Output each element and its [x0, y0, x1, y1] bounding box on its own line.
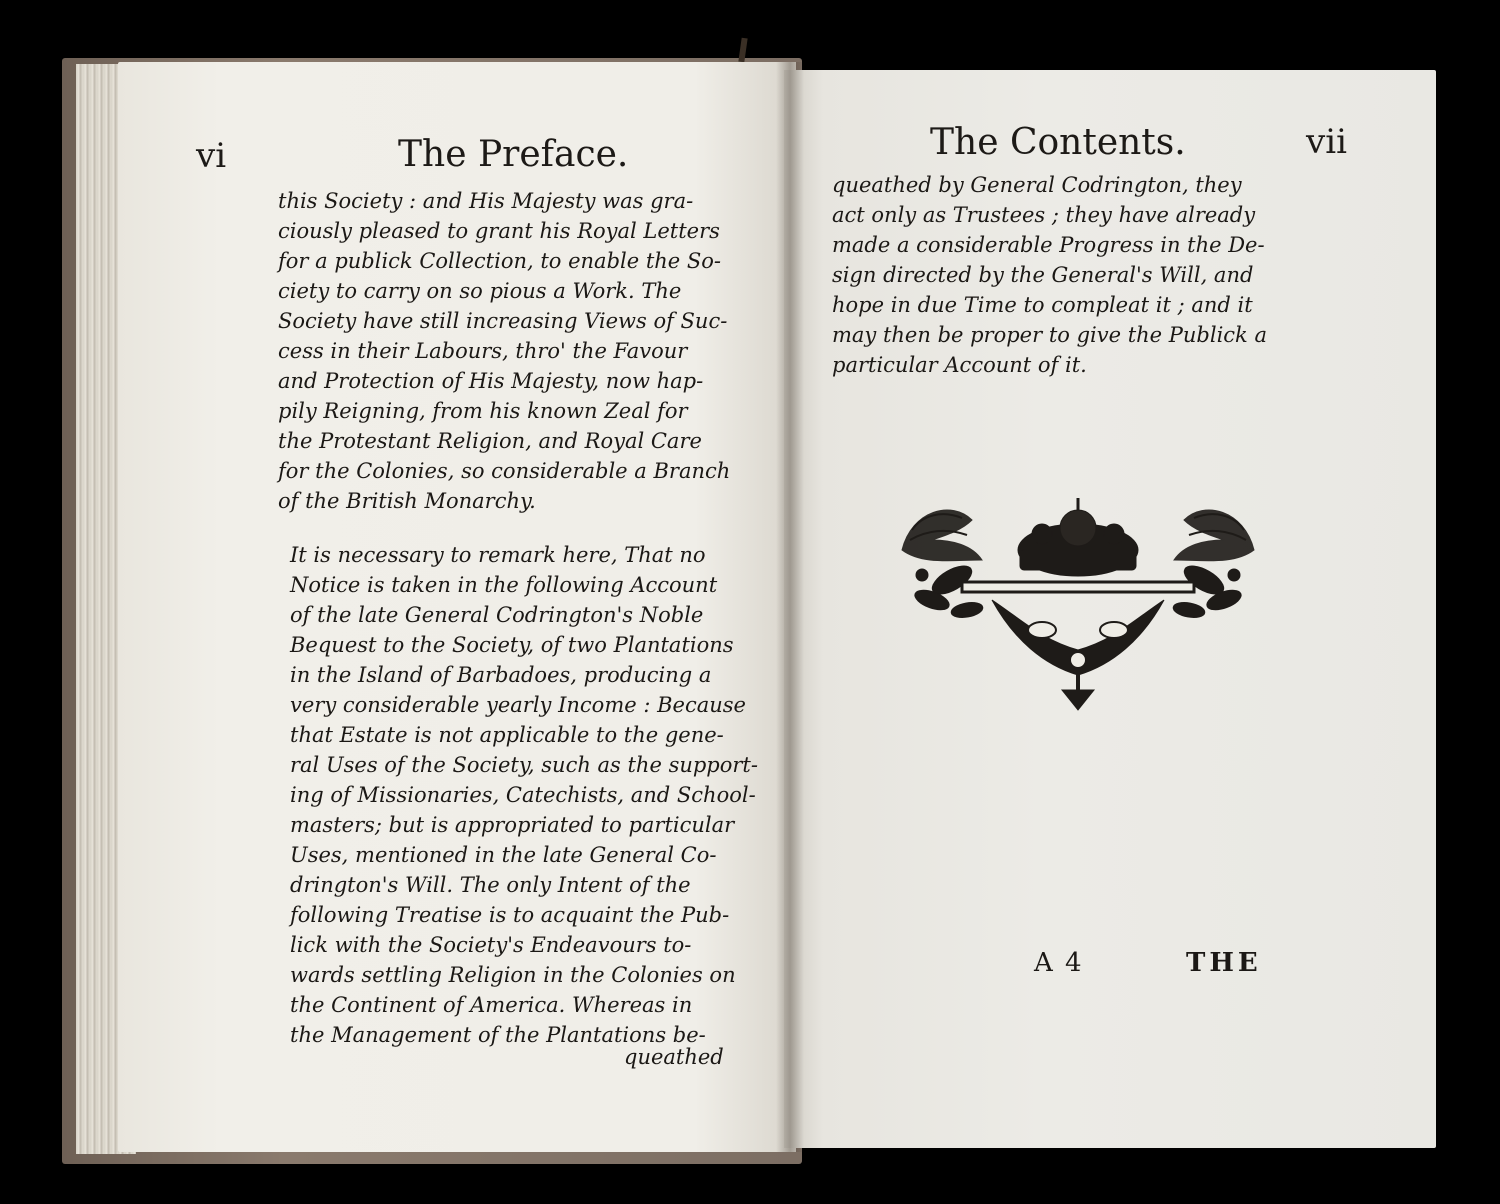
text-line: ral Uses of the Society, such as the support-	[290, 753, 758, 777]
text-line: Society have still increasing Views of Suc-	[278, 309, 728, 333]
text-line: and Protection of His Majesty, now hap-	[278, 369, 704, 393]
text-line: drington's Will. The only Intent of the	[290, 873, 691, 897]
running-head-right: The Contents.	[930, 122, 1186, 163]
text-line: It is necessary to remark here, That no	[290, 543, 706, 567]
text-line: that Estate is not applicable to the gene-	[290, 723, 724, 747]
text-line: for a publick Collection, to enable the So-	[278, 249, 722, 273]
text-line: the Continent of America. Whereas in	[290, 993, 693, 1017]
text-line: hope in due Time to compleat it ; and it	[832, 293, 1253, 317]
running-head-left: The Preface.	[398, 134, 629, 175]
text-line: cess in their Labours, thro' the Favour	[278, 339, 688, 363]
text-line: following Treatise is to acquaint the Pub-	[290, 903, 730, 927]
text-line: very considerable yearly Income : Because	[290, 693, 746, 717]
preface-paragraph-1	[278, 186, 748, 516]
text-line: particular Account of it.	[832, 353, 1087, 377]
text-line: ciously pleased to grant his Royal Letters	[278, 219, 720, 243]
text-line: Notice is taken in the following Account	[290, 573, 718, 597]
signature-mark: A 4	[1034, 948, 1084, 978]
text-line: this Society : and His Majesty was gra-	[278, 189, 694, 213]
text-line: the Management of the Plantations be-	[290, 1023, 706, 1047]
contents-paragraph	[832, 170, 1282, 380]
text-line: in the Island of Barbadoes, producing a	[290, 663, 712, 687]
catchword-right: THE	[1186, 948, 1262, 978]
book-gutter	[776, 62, 804, 1152]
text-line: queathed by General Codrington, they	[832, 173, 1242, 197]
text-line: Uses, mentioned in the late General Co-	[290, 843, 717, 867]
text-line: Bequest to the Society, of two Plantations	[290, 633, 734, 657]
text-line: act only as Trustees ; they have already	[832, 203, 1256, 227]
text-line: lick with the Society's Endeavours to-	[290, 933, 692, 957]
text-line: sign directed by the General's Will, and	[832, 263, 1254, 287]
text-line: ing of Missionaries, Catechists, and School-	[290, 783, 756, 807]
text-line: pily Reigning, from his known Zeal for	[278, 399, 688, 423]
text-line: wards settling Religion in the Colonies on	[290, 963, 736, 987]
text-line: for the Colonies, so considerable a Branch	[278, 459, 731, 483]
text-line: ciety to carry on so pious a Work. The	[278, 279, 682, 303]
text-line: of the British Monarchy.	[278, 489, 536, 513]
text-line: the Protestant Religion, and Royal Care	[278, 429, 702, 453]
woodcut-basket-of-flowers-icon	[892, 490, 1264, 714]
text-line: may then be proper to give the Publick a	[832, 323, 1267, 347]
page-number-left: vi	[196, 136, 227, 176]
catchword-left: queathed	[624, 1045, 724, 1069]
page-number-right: vii	[1306, 122, 1347, 162]
text-line: of the late General Codrington's Noble	[290, 603, 704, 627]
text-line: masters; but is appropriated to particular	[290, 813, 735, 837]
preface-paragraph-2	[290, 540, 760, 1050]
text-line: made a considerable Progress in the De-	[832, 233, 1265, 257]
